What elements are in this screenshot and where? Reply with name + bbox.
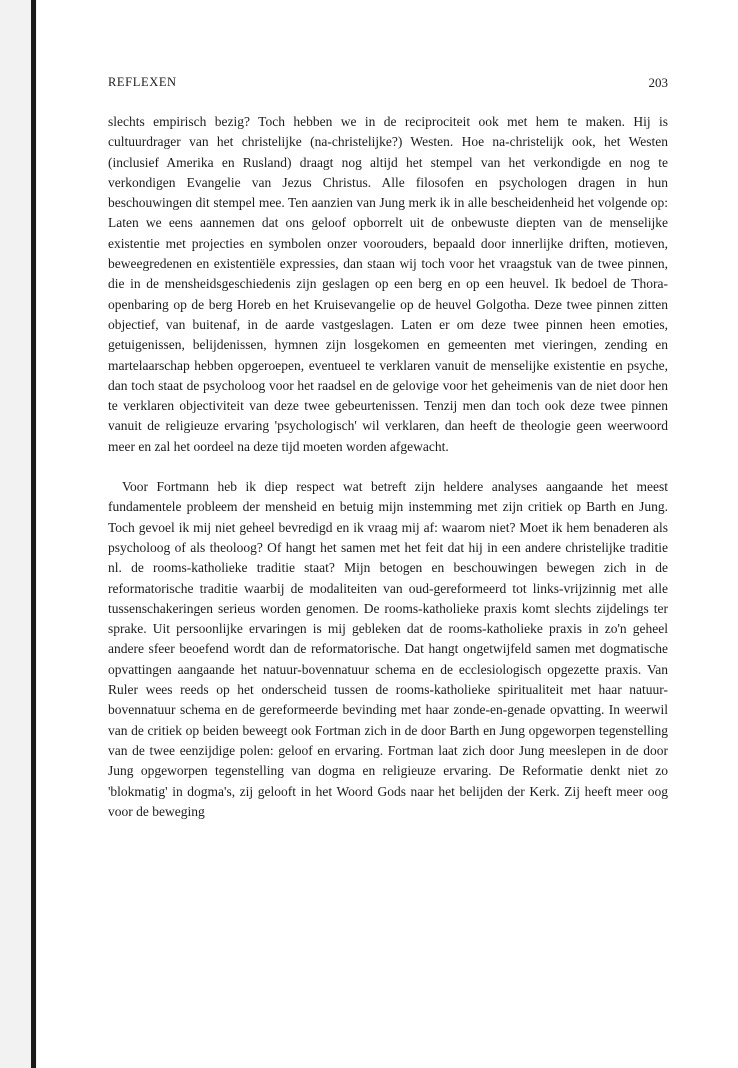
paragraph: slechts empirisch bezig? Toch hebben we in de reciprociteit ook met hem te maken. Hij is cultuurdrager van het christelijke (na-christelijke?) Westen. Hoe na-christelijk ook, het Westen (inclusief Amerika en Rusland) draagt nog altijd het stempel van het verkondigde en nog te verkondigen Evangelie van Jezus Christus. Alle filosofen en psychologen dragen in hun beschouwingen dit stempel mee. Ten aanzien van Jung merk ik in alle bescheidenheid het volgende op: Laten we eens aannemen dat ons geloof opborrelt uit de onbewuste diepten van de menselijke existentie met projecties en symbolen onzer voorouders, bepaald door innerlijke driften, motieven, beweegredenen en existentiële expressies, dan staan wij toch voor het vraagstuk van de twee pinnen, die in de mensheidsgeschiedenis zijn geslagen op een berg en op een heuvel. Ik bedoel de Thora-openbaring op de berg Horeb en het Kruisevangelie op de heuvel Golgotha. Deze twee pinnen zitten objectief, van buitenaf, in de aarde vastgeslagen. Laten er om deze twee pinnen heen emoties, getuigenissen, belijdenissen, hymnen zijn losgekomen en gemeenten met vieringen, zending en martelaarschap hebben opgeroepen, eventueel te verklaren vanuit de menselijke existentie en psyche, dan toch staat de psycholoog voor het raadsel en de gelovige voor het geheimenis van de niet door hen te verklaren objectiviteit van deze twee gebeurtenissen. Tenzij men dan toch ook deze twee pinnen vanuit de religieuze ervaring 'psychologisch' wil verklaren, dan heeft de theologie geen weerwoord meer en zal het oordeel na deze tijd moeten worden afgewacht. (108, 114, 668, 454)
running-title: REFLEXEN (108, 75, 177, 89)
page-header (108, 75, 668, 95)
scan-binding-edge (0, 0, 37, 1068)
paragraph: Voor Fortmann heb ik diep respect wat betreft zijn heldere analyses aangaande het meest fundamentele probleem der mensheid en betuig mijn instemming met zijn critiek op Barth en Jung. Toch gevoel ik mij niet geheel bevredigd en ik vraag mij af: waarom niet? Moet ik hem benaderen als psycholoog of als theoloog? Of hangt het samen met het feit dat hij in een andere christelijke traditie nl. de rooms-katholieke traditie staat? Mijn betogen en beschouwingen bewegen zich in de reformatorische traditie waarbij de modaliteiten van oud-gereformeerd tot links-vrijzinnig met alle tussenschakeringen serieus worden genomen. De rooms-katholieke praxis komt slechts zijdelings ter sprake. Uit persoonlijke ervaringen is mij gebleken dat de rooms-katholieke praxis in zo'n geheel andere sfeer beoefend wordt dan de reformatorische. Dat hangt ongetwijfeld samen met dogmatische opvattingen aangaande het natuur-bovennatuur schema en de ecclesiologisch opgezette praxis. Van Ruler wees reeds op het onderscheid tussen de rooms-katholieke spiritualiteit met haar natuur-bovennatuur schema en de gereformeerde bevinding met haar zonde-en-genade opvatting. In weerwil van de critiek op beiden beweegt ook Fortman zich in de door Barth en Jung opgeworpen tegenstelling van de twee eenzijdige polen: geloof en ervaring. Fortman laat zich door Jung meeslepen in de door Jung opgeworpen tegenstelling van dogma en religieuze ervaring. De Reformatie denkt niet zo 'blokmatig' in dogma's, zij gelooft in het Woord Gods naar het belijden der Kerk. Zij heeft meer oog voor de beweging (108, 479, 668, 819)
body-text (108, 112, 668, 822)
page-number: 203 (648, 75, 668, 90)
